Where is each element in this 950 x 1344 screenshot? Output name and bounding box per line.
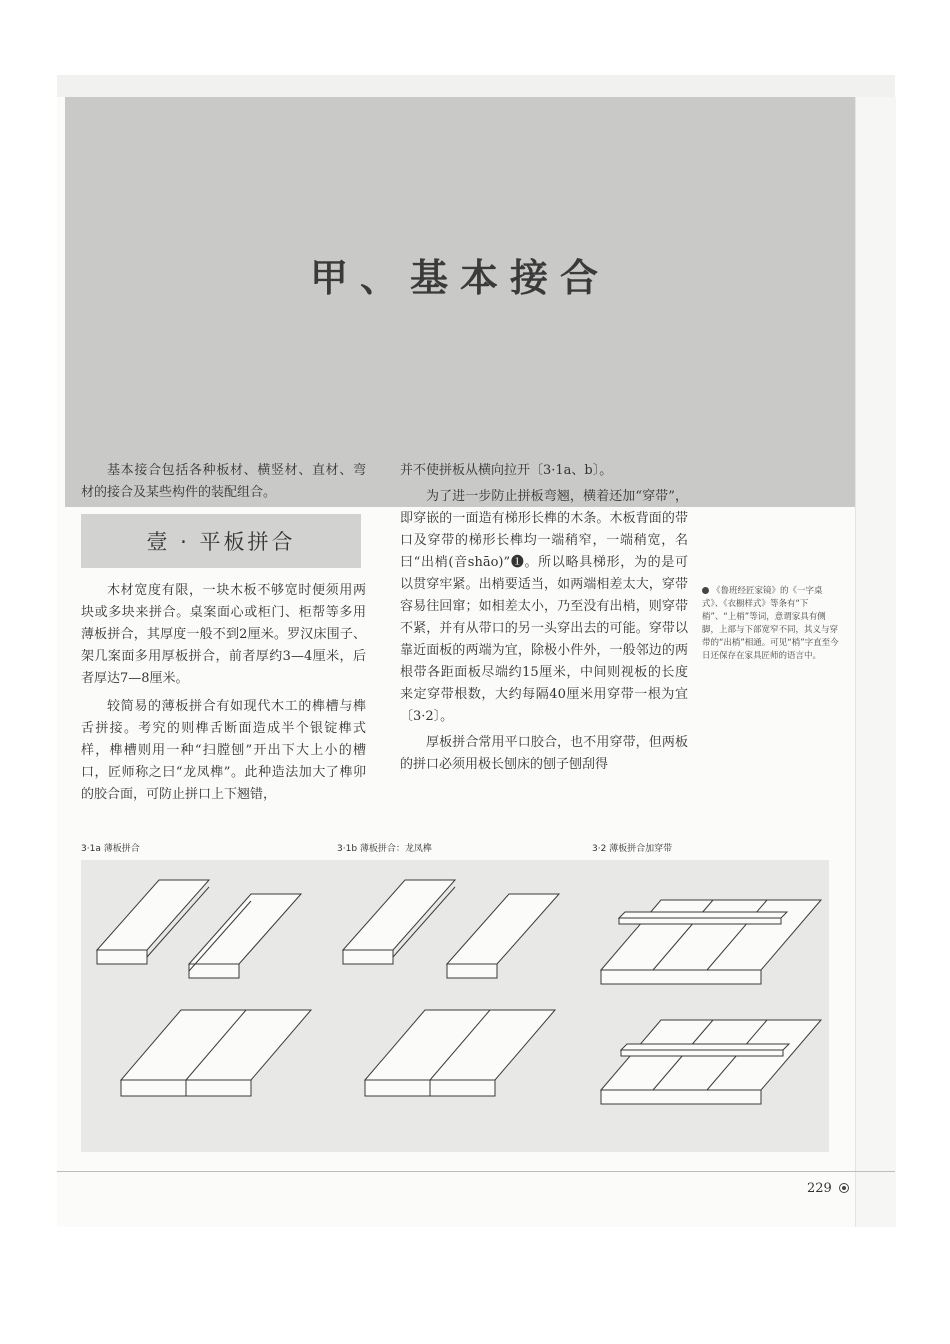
book-page [57, 75, 895, 1227]
fig-3-1a-joined-boards [121, 1010, 311, 1096]
figure-panel [81, 860, 829, 1152]
fig-3-1b-separated-boards [343, 880, 559, 978]
joinery-illustrations [81, 860, 829, 1152]
fig-3-1b-joined-boards [365, 1010, 555, 1096]
paragraph: 为了进一步防止拼板弯翘，横着还加“穿带”，即穿嵌的一面造有梯形长榫的木条。木板背面的带口及穿带的梯形长榫均一端稍窄，一端稍宽，名曰“出梢(音shāo)”❶。所以略具梯形，为的是可以贯穿牢紧。出梢要适当，如两端相差太大，穿带容易往回窜；如相差太小，乃至没有出梢，则穿带不紧，并有从带口的另一头穿出去的可能。穿带以靠近面板的两端为宜，除极小件外，一般邻边的两根带各距面板尽端约15厘米，中间则视板的长度来定穿带根数，大约每隔40厘米用穿带一根为宜〔3·2〕。 [400, 489, 688, 724]
paragraph: 并不使拼板从横向拉开〔3·1a、b〕。 [400, 463, 613, 478]
fig-3-2-batten-top [601, 900, 821, 984]
section-heading: 壹 · 平板拼合 [81, 514, 361, 568]
page-top-strip [57, 75, 895, 97]
side-note-text: 《鲁班经匠家镜》的《一字桌式》、《衣橱样式》等条有“下梢”、“上梢”等词，意谓家具有侧脚，上部与下部宽窄不同，其义与穿带的“出梢”相通。可见“梢”字直至今日还保存在家具匠师的语言中。 [702, 586, 839, 661]
page-ornament-icon [839, 1183, 849, 1193]
chapter-header-band [65, 97, 855, 507]
side-note [702, 585, 842, 663]
text-column-left [81, 460, 366, 806]
page-right-margin [855, 97, 896, 1227]
intro-paragraph: 基本接合包括各种板材、横竖材、直材、弯材的接合及某些构件的装配组合。 [81, 463, 366, 500]
page-number: 229 [807, 1181, 832, 1196]
figure-caption-3-2: 3·2 薄板拼合加穿带 [592, 844, 673, 854]
footnote-marker-icon [702, 587, 709, 594]
paragraph: 木材宽度有限，一块木板不够宽时便须用两块或多块来拼合。桌案面心或柜门、柜帮等多用薄板拼合，其厚度一般不到2厘米。罗汉床围子、架几案面多用厚板拼合，前者厚约3—4厘米，后者厚达7—8厘米。 [81, 583, 366, 686]
fig-3-2-batten-bottom [601, 1020, 821, 1104]
figure-caption-3-1a: 3·1a 薄板拼合 [81, 844, 140, 854]
paragraph: 较简易的薄板拼合有如现代木工的榫槽与榫舌拼接。考究的则榫舌断面造成半个银锭榫式样，榫槽则用一种“扫膛刨”开出下大上小的槽口，匠师称之曰“龙凤榫”。此种造法加大了榫卯的胶合面，可防止拼口上下翘错， [81, 699, 366, 802]
figure-caption-3-1b: 3·1b 薄板拼合：龙凤榫 [337, 844, 432, 854]
text-column-right [400, 460, 688, 776]
fig-3-1a-separated-boards [97, 880, 301, 978]
footer-rule [57, 1171, 895, 1172]
paragraph: 厚板拼合常用平口胶合，也不用穿带，但两板的拼口必须用极长刨床的刨子刨刮得 [400, 735, 688, 772]
chapter-title: 甲、基本接合 [309, 255, 610, 300]
